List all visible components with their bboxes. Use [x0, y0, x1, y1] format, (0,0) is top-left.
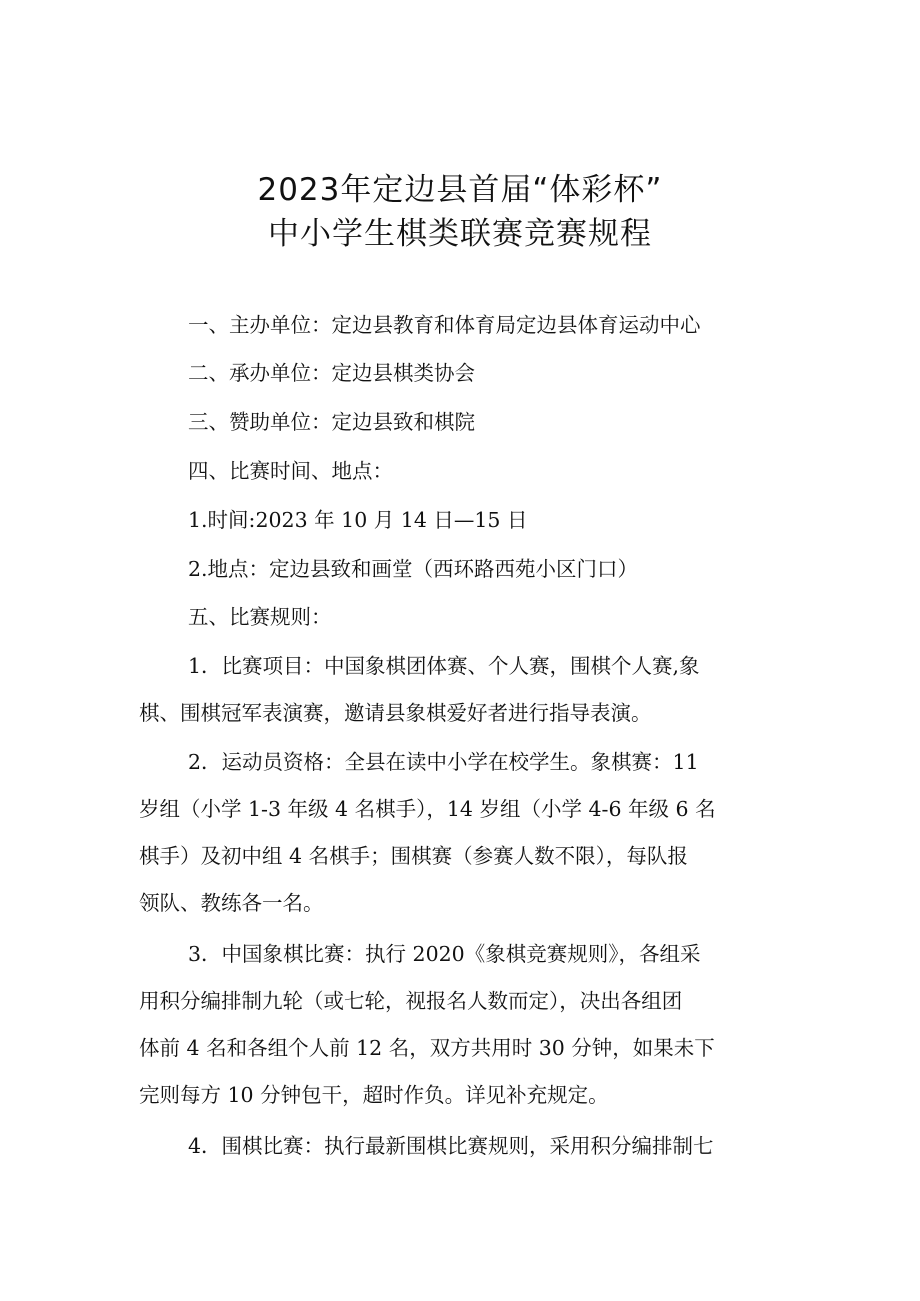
- document-title-line-2: 中小学生棋类联赛竞赛规程: [268, 216, 652, 252]
- item-time: 1.时间:2023 年 10 月 14 日—15 日: [188, 508, 528, 532]
- rule-3-line-1: 3．中国象棋比赛：执行 2020《象棋竞赛规则》，各组采: [188, 942, 701, 966]
- section-time-place-heading: 四、比赛时间、地点：: [188, 459, 393, 483]
- rule-4-line-1: 4．围棋比赛：执行最新围棋比赛规则，采用积分编排制七: [188, 1134, 714, 1158]
- rule-3-line-2: 用积分编排制九轮（或七轮，视报名人数而定），决出各组团: [139, 989, 683, 1013]
- rule-3-line-4: 完则每方 10 分钟包干，超时作负。详见补充规定。: [139, 1083, 609, 1107]
- section-sponsor: 三、赞助单位：定边县致和棋院: [188, 410, 475, 434]
- rule-2-line-3: 棋手）及初中组 4 名棋手；围棋赛（参赛人数不限），每队报: [139, 844, 688, 868]
- rule-2-line-1: 2．运动员资格：全县在读中小学在校学生。象棋赛：11: [188, 750, 699, 774]
- section-rules-heading: 五、比赛规则：: [188, 605, 332, 629]
- rule-1-line-2: 棋、围棋冠军表演赛，邀请县象棋爱好者进行指导表演。: [139, 701, 652, 725]
- item-place: 2.地点：定边县致和画堂（西环路西苑小区门口）: [188, 557, 639, 581]
- rule-2-line-4: 领队、教练各一名。: [139, 891, 324, 915]
- rule-1-line-1: 1．比赛项目：中国象棋团体赛、个人赛，围棋个人赛,象: [188, 654, 700, 678]
- section-organizer: 一、主办单位：定边县教育和体育局定边县体育运动中心: [188, 313, 701, 337]
- section-host: 二、承办单位：定边县棋类协会: [188, 361, 475, 385]
- rule-2-line-2: 岁组（小学 1-3 年级 4 名棋手），14 岁组（小学 4-6 年级 6 名: [139, 797, 716, 821]
- document-title-line-1: 2023年定边县首届“体彩杯”: [257, 172, 663, 208]
- rule-3-line-3: 体前 4 名和各组个人前 12 名，双方共用时 30 分钟，如果未下: [139, 1036, 715, 1060]
